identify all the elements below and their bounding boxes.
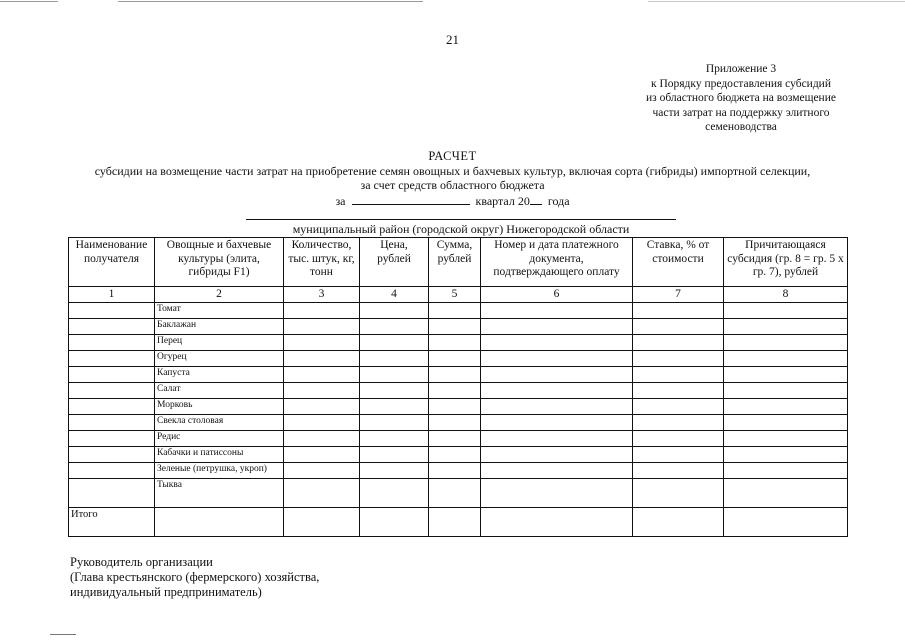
recipient-cell[interactable] <box>69 319 155 335</box>
price-cell[interactable] <box>360 383 429 399</box>
recipient-cell[interactable] <box>69 335 155 351</box>
total-sum-cell[interactable] <box>429 508 481 537</box>
total-subsidy-cell[interactable] <box>724 508 848 537</box>
total-price-cell[interactable] <box>360 508 429 537</box>
column-number: 8 <box>724 287 848 303</box>
subtitle-line: субсидии на возмещение части затрат на приобретение семян овощных и бахчевых культур, включая сорта (гибриды) импортной селекции, <box>94 164 811 178</box>
crop-name: Редис <box>155 431 284 447</box>
recipient-cell[interactable] <box>69 351 155 367</box>
subsidy-cell[interactable] <box>724 303 848 319</box>
appendix-line: части затрат на поддержку элитного <box>652 106 830 119</box>
district-caption: муниципальный район (городской округ) Нижегородской области <box>292 222 630 236</box>
sum-cell[interactable] <box>429 335 481 351</box>
payment-doc-cell[interactable] <box>481 319 633 335</box>
payment-doc-cell[interactable] <box>481 415 633 431</box>
header-cell: Количество, тыс. штук, кг, тонн <box>284 238 360 287</box>
quantity-cell[interactable] <box>284 479 360 508</box>
calculation-table <box>68 237 848 537</box>
sum-cell[interactable] <box>429 447 481 463</box>
quantity-cell[interactable] <box>284 383 360 399</box>
payment-doc-cell[interactable] <box>481 399 633 415</box>
subsidy-cell[interactable] <box>724 335 848 351</box>
quantity-cell[interactable] <box>284 303 360 319</box>
total-label: Итого <box>69 508 155 537</box>
rate-cell[interactable] <box>633 351 724 367</box>
recipient-cell[interactable] <box>69 399 155 415</box>
table-row <box>69 367 848 383</box>
sum-cell[interactable] <box>429 351 481 367</box>
sum-cell[interactable] <box>429 479 481 508</box>
quantity-cell[interactable] <box>284 463 360 479</box>
quantity-cell[interactable] <box>284 351 360 367</box>
price-cell[interactable] <box>360 431 429 447</box>
table-row <box>69 415 848 431</box>
total-payment-doc-cell[interactable] <box>481 508 633 537</box>
sum-cell[interactable] <box>429 463 481 479</box>
appendix-line: семеноводства <box>705 121 777 133</box>
top-rule-left <box>0 1 58 2</box>
column-number: 3 <box>284 287 360 303</box>
appendix-note <box>606 62 876 135</box>
signature-block <box>70 555 319 600</box>
price-cell[interactable] <box>360 319 429 335</box>
crop-name: Морковь <box>155 399 284 415</box>
sum-cell[interactable] <box>429 399 481 415</box>
sum-cell[interactable] <box>429 303 481 319</box>
crop-name: Зеленые (петрушка, укроп) <box>155 463 284 479</box>
table-row <box>69 383 848 399</box>
column-number-row <box>69 287 848 303</box>
payment-doc-cell[interactable] <box>481 383 633 399</box>
sum-cell[interactable] <box>429 367 481 383</box>
rate-cell[interactable] <box>633 383 724 399</box>
rate-cell[interactable] <box>633 335 724 351</box>
recipient-cell[interactable] <box>69 303 155 319</box>
table-row <box>69 431 848 447</box>
subsidy-cell[interactable] <box>724 351 848 367</box>
rate-cell[interactable] <box>633 463 724 479</box>
appendix-line: из областного бюджета на возмещение <box>646 92 836 104</box>
subsidy-cell[interactable] <box>724 319 848 335</box>
period-line <box>0 193 905 209</box>
recipient-cell[interactable] <box>69 463 155 479</box>
price-cell[interactable] <box>360 399 429 415</box>
quantity-cell[interactable] <box>284 319 360 335</box>
payment-doc-cell[interactable] <box>481 303 633 319</box>
price-cell[interactable] <box>360 367 429 383</box>
document-title: РАСЧЕТ <box>428 149 477 163</box>
subsidy-cell[interactable] <box>724 383 848 399</box>
sum-cell[interactable] <box>429 415 481 431</box>
crop-name: Свекла столовая <box>155 415 284 431</box>
rate-cell[interactable] <box>633 367 724 383</box>
price-cell[interactable] <box>360 463 429 479</box>
price-cell[interactable] <box>360 303 429 319</box>
recipient-cell[interactable] <box>69 383 155 399</box>
top-rule-middle <box>118 1 423 2</box>
total-crop-cell <box>155 508 284 537</box>
total-row <box>69 508 848 537</box>
column-number: 5 <box>429 287 481 303</box>
header-cell: Номер и дата платежного документа, подтверждающего оплату <box>481 238 633 287</box>
column-number: 1 <box>69 287 155 303</box>
quarter-blank <box>352 193 470 205</box>
total-rate-cell[interactable] <box>633 508 724 537</box>
crop-name: Капуста <box>155 367 284 383</box>
rate-cell[interactable] <box>633 399 724 415</box>
crop-name: Баклажан <box>155 319 284 335</box>
sum-cell[interactable] <box>429 319 481 335</box>
signature-line: (Глава крестьянского (фермерского) хозяйства, <box>70 570 320 584</box>
column-number: 7 <box>633 287 724 303</box>
payment-doc-cell[interactable] <box>481 447 633 463</box>
header-cell: Сумма, рублей <box>429 238 481 287</box>
subsidy-cell[interactable] <box>724 415 848 431</box>
signature-line: Руководитель организации <box>70 555 213 569</box>
year-blank <box>530 193 542 205</box>
price-cell[interactable] <box>360 415 429 431</box>
crop-name: Огурец <box>155 351 284 367</box>
payment-doc-cell[interactable] <box>481 479 633 508</box>
header-cell: Наименование получателя <box>69 238 155 287</box>
payment-doc-cell[interactable] <box>481 367 633 383</box>
footer-rule <box>50 634 76 635</box>
table-header-row <box>69 238 848 287</box>
subsidy-cell[interactable] <box>724 399 848 415</box>
price-cell[interactable] <box>360 335 429 351</box>
payment-doc-cell[interactable] <box>481 431 633 447</box>
price-cell[interactable] <box>360 479 429 508</box>
document-subtitle <box>40 164 865 192</box>
quantity-cell[interactable] <box>284 447 360 463</box>
page-number: 21 <box>446 32 459 47</box>
rate-cell[interactable] <box>633 431 724 447</box>
table-row <box>69 351 848 367</box>
table-row <box>69 447 848 463</box>
subsidy-cell[interactable] <box>724 463 848 479</box>
subsidy-cell[interactable] <box>724 367 848 383</box>
table-row <box>69 319 848 335</box>
subsidy-cell[interactable] <box>724 431 848 447</box>
crop-name: Салат <box>155 383 284 399</box>
crop-name: Тыква <box>155 479 284 508</box>
signature-line: индивидуальный предприниматель) <box>70 585 262 599</box>
recipient-cell[interactable] <box>69 431 155 447</box>
subtitle-line: за счет средств областного бюджета <box>360 178 545 192</box>
column-number: 6 <box>481 287 633 303</box>
payment-doc-cell[interactable] <box>481 463 633 479</box>
subsidy-cell[interactable] <box>724 447 848 463</box>
recipient-cell[interactable] <box>69 447 155 463</box>
price-cell[interactable] <box>360 447 429 463</box>
crop-name: Перец <box>155 335 284 351</box>
quantity-cell[interactable] <box>284 399 360 415</box>
quantity-cell[interactable] <box>284 415 360 431</box>
header-cell: Цена, рублей <box>360 238 429 287</box>
total-quantity-cell[interactable] <box>284 508 360 537</box>
quantity-cell[interactable] <box>284 367 360 383</box>
sum-cell[interactable] <box>429 431 481 447</box>
recipient-cell[interactable] <box>69 367 155 383</box>
sum-cell[interactable] <box>429 383 481 399</box>
column-number: 2 <box>155 287 284 303</box>
subsidy-cell[interactable] <box>724 479 848 508</box>
payment-doc-cell[interactable] <box>481 335 633 351</box>
table-row <box>69 303 848 319</box>
payment-doc-cell[interactable] <box>481 351 633 367</box>
recipient-cell[interactable] <box>69 415 155 431</box>
top-rule-right <box>648 1 905 2</box>
appendix-line: к Порядку предоставления субсидий <box>651 77 831 90</box>
quantity-cell[interactable] <box>284 335 360 351</box>
price-cell[interactable] <box>360 351 429 367</box>
quantity-cell[interactable] <box>284 431 360 447</box>
period-prefix: за <box>335 194 346 208</box>
rate-cell[interactable] <box>633 479 724 508</box>
rate-cell[interactable] <box>633 319 724 335</box>
header-cell: Ставка, % от стоимости <box>633 238 724 287</box>
column-number: 4 <box>360 287 429 303</box>
crop-name: Кабачки и патиссоны <box>155 447 284 463</box>
rate-cell[interactable] <box>633 447 724 463</box>
table-row <box>69 463 848 479</box>
period-suffix: года <box>547 194 570 208</box>
header-cell: Овощные и бахчевые культуры (элита, гибриды F1) <box>155 238 284 287</box>
rate-cell[interactable] <box>633 415 724 431</box>
header-cell: Причитающаяся субсидия (гр. 8 = гр. 5 x гр. 7), рублей <box>724 238 848 287</box>
district-rule <box>246 219 676 220</box>
period-middle: квартал 20 <box>475 194 530 208</box>
crop-name: Томат <box>155 303 284 319</box>
table-row <box>69 399 848 415</box>
table-row <box>69 479 848 508</box>
appendix-line: Приложение 3 <box>705 63 777 75</box>
rate-cell[interactable] <box>633 303 724 319</box>
table-row <box>69 335 848 351</box>
recipient-cell[interactable] <box>69 479 155 508</box>
